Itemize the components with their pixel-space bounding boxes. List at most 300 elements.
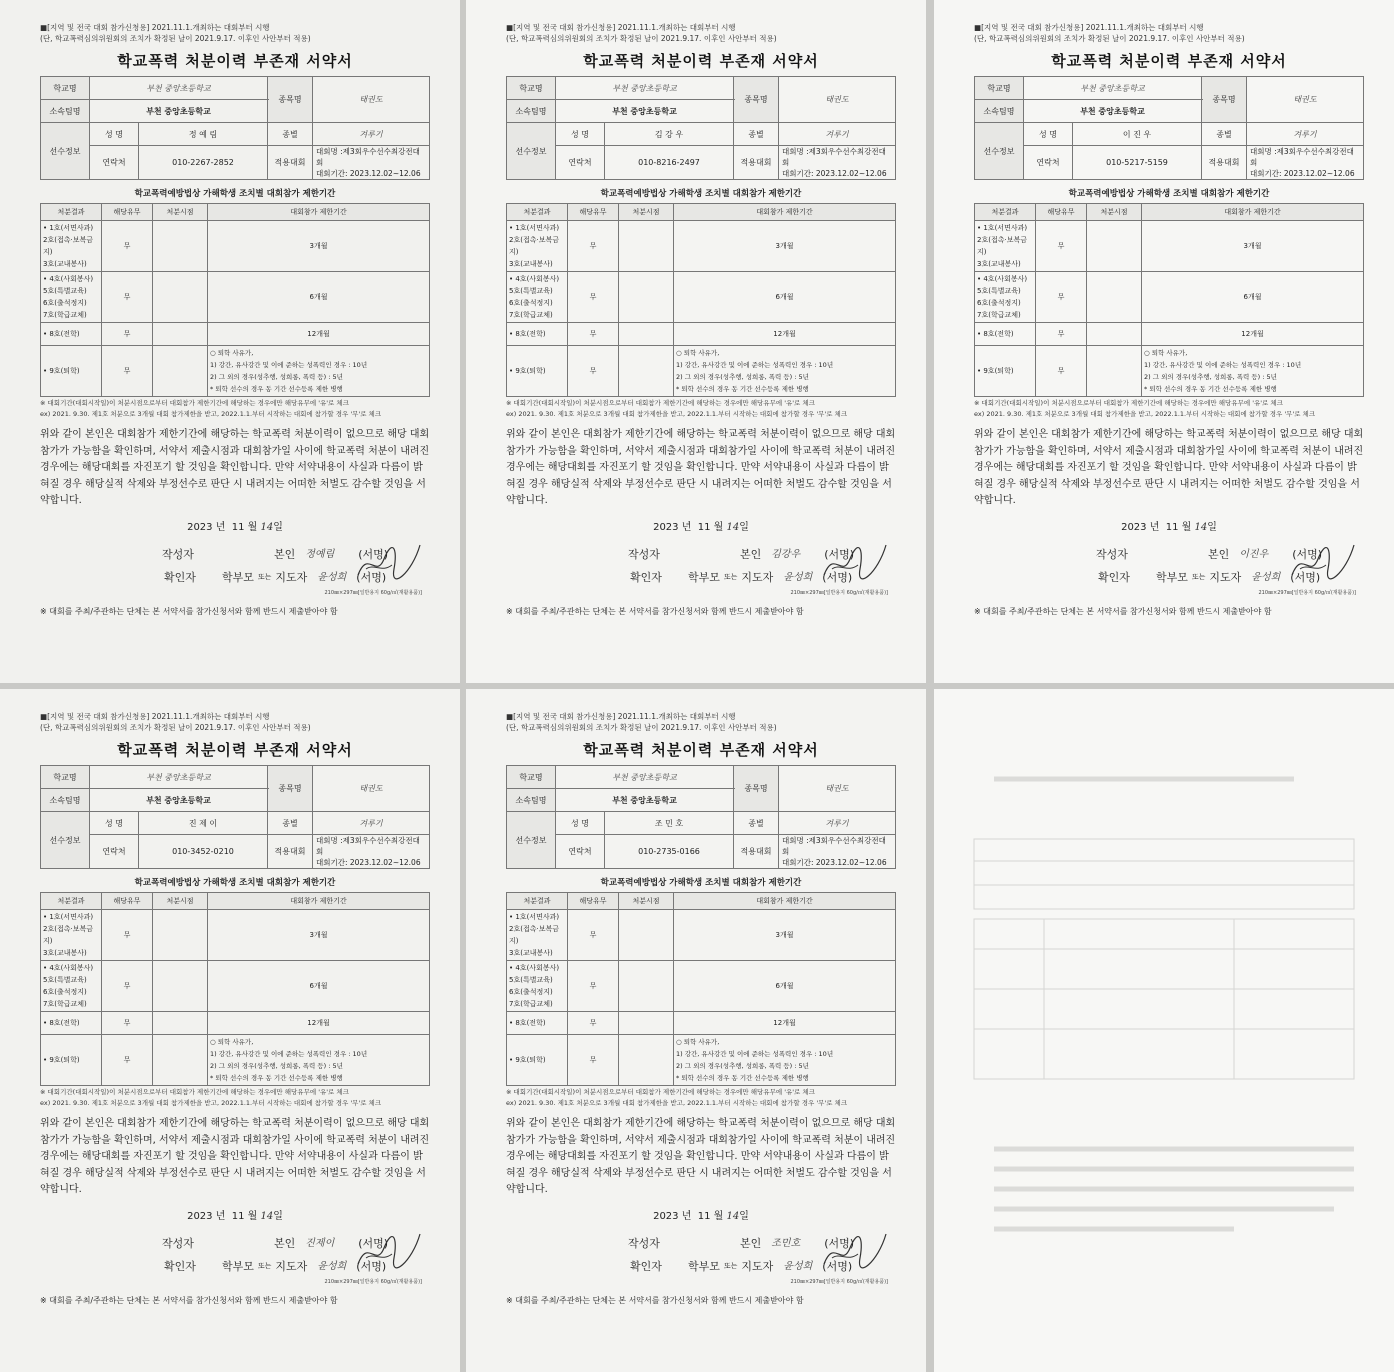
faded-form-graphic: [934, 689, 1394, 1372]
footnote-1: ※ 대회기간(대회시작일)이 처분시점으로부터 대회참가 제한기간에 해당하는 경우에만 해당유무에 '유'로 체크: [506, 1088, 815, 1096]
row-applies: 무: [568, 221, 619, 272]
signature-block: [40, 1232, 430, 1278]
row-applies: 무: [568, 323, 619, 346]
competition-name: 대회명 :제3회우수선수최강전대회: [316, 836, 420, 856]
coach-label: 지도자: [741, 1259, 774, 1273]
label-competition: 적용대회: [734, 146, 779, 180]
handwritten-name: 진제이: [305, 1237, 335, 1249]
guardian-label: 학부모: [222, 1259, 254, 1273]
code-item: 7호(학급교체): [43, 311, 87, 319]
confirmer-label: 확인자: [1098, 570, 1130, 584]
code-item: 3호(교내봉사): [43, 949, 87, 957]
table-row: [975, 221, 1364, 272]
handwritten-name: 정예림: [305, 548, 335, 560]
self-label: 본인: [740, 547, 762, 561]
bottom-note: ※ 대회를 주최/주관하는 단체는 본 서약서를 참가신청서와 함께 반드시 제출받아야 함: [974, 606, 1272, 616]
confirmer-label: 확인자: [630, 1259, 662, 1273]
code-item: • 8호(전학): [43, 1019, 80, 1027]
table-row: [41, 272, 430, 323]
row-applies: 무: [568, 346, 619, 397]
competition-period: 대회기간: 2023.12.02~12.06: [1250, 169, 1355, 178]
row-time: [153, 346, 208, 397]
row-codes: [41, 1035, 102, 1086]
col-time: 처분시점: [153, 204, 208, 221]
or-label: 또는: [257, 572, 272, 581]
code-item: 2호(접촉·보복금지): [43, 236, 93, 256]
pledge-date: [40, 1207, 430, 1222]
form-title: 학교폭력 처분이력 부존재 서약서: [583, 52, 819, 70]
row-period: 6개월: [674, 272, 896, 323]
date-month: 11 월: [697, 1210, 724, 1222]
value-event: 태권도: [313, 766, 430, 812]
note-line: * 퇴학 선수의 경우 동 기간 선수등록 제한 병행: [676, 385, 809, 393]
paper-spec: 210㎜×297㎜[일반용지 60g/㎡(재활용품)]: [790, 1278, 888, 1285]
code-item: 3호(교내봉사): [43, 260, 87, 268]
guardian-label: 학부모: [1156, 570, 1188, 584]
sign-label-2: (서명): [822, 1259, 853, 1273]
label-category: 종별: [1202, 123, 1247, 146]
row-codes: [507, 346, 568, 397]
row-period: 6개월: [208, 272, 430, 323]
row-applies: 무: [102, 1012, 153, 1035]
code-item: • 4호(사회봉사): [509, 275, 560, 283]
competition-name: 대회명 :제3회우수선수최강전대회: [316, 147, 420, 167]
row-codes: [975, 323, 1036, 346]
code-item: • 8호(전학): [509, 1019, 546, 1027]
row-applies: 무: [1036, 346, 1087, 397]
form-title: 학교폭력 처분이력 부존재 서약서: [583, 741, 819, 759]
table-subtitle: 학교폭력예방법상 가해학생 조치별 대회참가 제한기간: [1068, 189, 1270, 199]
table-row: [507, 910, 896, 961]
date-month: 11 월: [231, 521, 258, 533]
form-header-2: (단, 학교폭력심의위원회의 조치가 확정된 날이 2021.9.17. 이후인 사안부터 적용): [40, 34, 311, 43]
row-applies: 무: [1036, 272, 1087, 323]
code-item: 3호(교내봉사): [509, 949, 553, 957]
date-day-suffix: 일: [739, 1210, 749, 1222]
form-title: 학교폭력 처분이력 부존재 서약서: [117, 741, 353, 759]
col-applies: 해당유무: [568, 893, 619, 910]
value-school: 부천 중앙초등학교: [1024, 77, 1202, 100]
row-codes: [507, 221, 568, 272]
table-subtitle: 학교폭력예방법상 가해학생 조치별 대회참가 제한기간: [134, 189, 336, 199]
date-day-suffix: 일: [273, 521, 283, 533]
row-time: [619, 272, 674, 323]
note-line: * 퇴학 선수의 경우 동 기간 선수등록 제한 병행: [676, 1074, 809, 1082]
row-codes: [507, 910, 568, 961]
table-row: [507, 323, 896, 346]
code-item: • 1호(서면사과): [43, 913, 94, 921]
label-competition: 적용대회: [1202, 146, 1247, 180]
row-time: [619, 1012, 674, 1035]
value-competition: [779, 146, 896, 180]
row-applies: 무: [568, 1012, 619, 1035]
or-label: 또는: [723, 1261, 738, 1270]
label-contact: 연락처: [556, 146, 605, 180]
value-competition: [313, 835, 430, 869]
note-line: ○ 퇴학 사유가,: [676, 349, 720, 357]
table-row: [507, 1012, 896, 1035]
pledge-date: [40, 518, 430, 533]
player-info-table: [506, 76, 896, 180]
value-event: 태권도: [779, 766, 896, 812]
col-result: 처분결과: [41, 893, 102, 910]
table-row: [41, 910, 430, 961]
value-team: 부천 중앙초등학교: [90, 100, 268, 123]
row-applies: 무: [102, 323, 153, 346]
value-team: 부천 중앙초등학교: [1024, 100, 1202, 123]
note-line: * 퇴학 선수의 경우 동 기간 선수등록 제한 병행: [210, 1074, 343, 1082]
row-codes: [41, 221, 102, 272]
label-player-info: 선수정보: [507, 812, 556, 869]
label-contact: 연락처: [556, 835, 605, 869]
sign-label: (서명): [824, 1236, 855, 1250]
note-line: 2) 그 외의 경우(성추행, 성희롱, 폭력 등) : 5년: [210, 1062, 343, 1070]
row-codes: [507, 1035, 568, 1086]
row-notes: [208, 346, 430, 397]
code-item: • 9호(퇴학): [977, 367, 1014, 375]
value-category: 겨루기: [313, 123, 430, 146]
date-day-handwritten: 14: [726, 521, 740, 533]
form-header-2: (단, 학교폭력심의위원회의 조치가 확정된 날이 2021.9.17. 이후인 사안부터 적용): [506, 723, 777, 732]
col-time: 처분시점: [619, 893, 674, 910]
value-team: 부천 중앙초등학교: [556, 789, 734, 812]
value-category: 겨루기: [779, 123, 896, 146]
guardian-label: 학부모: [688, 1259, 720, 1273]
table-row: [507, 961, 896, 1012]
table-row: [41, 221, 430, 272]
row-period: 3개월: [674, 221, 896, 272]
col-result: 처분결과: [41, 204, 102, 221]
table-row: [507, 346, 896, 397]
row-codes: [41, 1012, 102, 1035]
table-row: [41, 1012, 430, 1035]
code-item: • 9호(퇴학): [509, 367, 546, 375]
date-day-handwritten: 14: [726, 1210, 740, 1222]
confirmer-label: 확인자: [164, 570, 196, 584]
footnote-2: ex) 2021. 9.30. 제1호 처분으로 3개월 대회 참가제한을 받고, 2022.1.1.부터 시작하는 대회에 참가할 경우 '무'로 체크: [40, 410, 382, 418]
row-time: [153, 221, 208, 272]
code-item: • 1호(서면사과): [43, 224, 94, 232]
row-applies: 무: [568, 1035, 619, 1086]
note-line: 1) 강간, 유사강간 및 이에 준하는 성폭력인 경우 : 10년: [210, 1050, 368, 1058]
note-line: 1) 강간, 유사강간 및 이에 준하는 성폭력인 경우 : 10년: [210, 361, 368, 369]
row-applies: 무: [102, 961, 153, 1012]
col-applies: 해당유무: [102, 204, 153, 221]
col-result: 처분결과: [507, 893, 568, 910]
row-time: [619, 221, 674, 272]
code-item: 2호(접촉·보복금지): [977, 236, 1027, 256]
row-applies: 무: [102, 272, 153, 323]
code-item: 2호(접촉·보복금지): [43, 925, 93, 945]
competition-name: 대회명 :제3회우수선수최강전대회: [782, 836, 886, 856]
row-codes: [507, 961, 568, 1012]
label-contact: 연락처: [90, 835, 139, 869]
col-applies: 해당유무: [102, 893, 153, 910]
paper-spec: 210㎜×297㎜[일반용지 60g/㎡(재활용품)]: [324, 1278, 422, 1285]
code-item: 5호(특별교육): [43, 287, 87, 295]
col-time: 처분시점: [1087, 204, 1142, 221]
label-category: 종별: [268, 812, 313, 835]
code-item: 5호(특별교육): [509, 976, 553, 984]
row-time: [1087, 323, 1142, 346]
row-codes: [41, 910, 102, 961]
row-time: [619, 1035, 674, 1086]
handwritten-coach: 윤성희: [317, 1260, 347, 1272]
value-school: 부천 중앙초등학교: [556, 766, 734, 789]
value-name: 진 제 이: [139, 812, 268, 835]
label-event: 종목명: [734, 77, 779, 123]
restriction-table: [974, 203, 1364, 397]
row-period: 3개월: [208, 910, 430, 961]
row-time: [153, 961, 208, 1012]
table-row: [975, 346, 1364, 397]
competition-name: 대회명 :제3회우수선수최강전대회: [782, 147, 886, 167]
row-period: 6개월: [208, 961, 430, 1012]
restriction-table: [506, 203, 896, 397]
value-name: 김 강 우: [605, 123, 734, 146]
sign-label: (서명): [1292, 547, 1323, 561]
label-player-info: 선수정보: [507, 123, 556, 180]
date-year: 2023 년: [1121, 521, 1160, 533]
self-label: 본인: [740, 1236, 762, 1250]
label-event: 종목명: [268, 766, 313, 812]
row-codes: [507, 272, 568, 323]
pledge-sheet: [0, 689, 460, 1372]
date-year: 2023 년: [653, 521, 692, 533]
col-time: 처분시점: [153, 893, 208, 910]
handwritten-name: 김강우: [771, 548, 801, 560]
code-item: • 8호(전학): [509, 330, 546, 338]
value-competition: [1247, 146, 1364, 180]
form-content: [40, 711, 430, 1306]
table-row: [507, 221, 896, 272]
row-period: 3개월: [1142, 221, 1364, 272]
code-item: 6호(출석정지): [43, 299, 87, 307]
value-team: 부천 중앙초등학교: [90, 789, 268, 812]
guardian-label: 학부모: [222, 570, 254, 584]
value-contact: 010-5217-5159: [1073, 146, 1202, 180]
coach-label: 지도자: [741, 570, 774, 584]
table-row: [41, 1035, 430, 1086]
footnote-1: ※ 대회기간(대회시작일)이 처분시점으로부터 대회참가 제한기간에 해당하는 경우에만 해당유무에 '유'로 체크: [40, 1088, 349, 1096]
label-name: 성 명: [556, 123, 605, 146]
label-name: 성 명: [90, 123, 139, 146]
paper-spec: 210㎜×297㎜[일반용지 60g/㎡(재활용품)]: [790, 589, 888, 596]
col-applies: 해당유무: [1036, 204, 1087, 221]
value-name: 정 예 림: [139, 123, 268, 146]
label-contact: 연락처: [90, 146, 139, 180]
sign-label-2: (서명): [356, 570, 387, 584]
date-month: 11 월: [697, 521, 724, 533]
code-item: • 9호(퇴학): [43, 1056, 80, 1064]
row-time: [619, 323, 674, 346]
coach-label: 지도자: [1209, 570, 1242, 584]
label-competition: 적용대회: [268, 146, 313, 180]
writer-label: 작성자: [162, 1236, 194, 1250]
code-item: • 9호(퇴학): [509, 1056, 546, 1064]
signature-scribble-icon: [820, 1228, 890, 1272]
date-year: 2023 년: [653, 1210, 692, 1222]
note-line: * 퇴학 선수의 경우 동 기간 선수등록 제한 병행: [1144, 385, 1277, 393]
label-competition: 적용대회: [268, 835, 313, 869]
row-period: 12개월: [208, 1012, 430, 1035]
handwritten-coach: 윤성희: [1251, 571, 1281, 583]
footnote-1: ※ 대회기간(대회시작일)이 처분시점으로부터 대회참가 제한기간에 해당하는 경우에만 해당유무에 '유'로 체크: [506, 399, 815, 407]
date-day-suffix: 일: [739, 521, 749, 533]
row-codes: [41, 323, 102, 346]
handwritten-name: 조민호: [771, 1237, 801, 1249]
bottom-note: ※ 대회를 주최/주관하는 단체는 본 서약서를 참가신청서와 함께 반드시 제출받아야 함: [40, 606, 338, 616]
label-team: 소속팀명: [507, 100, 556, 123]
col-period: 대회참가 제한기간: [1142, 204, 1364, 221]
col-period: 대회참가 제한기간: [208, 204, 430, 221]
competition-period: 대회기간: 2023.12.02~12.06: [782, 858, 887, 867]
footnote-1: ※ 대회기간(대회시작일)이 처분시점으로부터 대회참가 제한기간에 해당하는 경우에만 해당유무에 '유'로 체크: [974, 399, 1283, 407]
restriction-table: [506, 892, 896, 1086]
competition-name: 대회명 :제3회우수선수최강전대회: [1250, 147, 1354, 167]
value-competition: [313, 146, 430, 180]
row-time: [153, 272, 208, 323]
value-competition: [779, 835, 896, 869]
label-player-info: 선수정보: [41, 812, 90, 869]
handwritten-name: 이진우: [1239, 548, 1269, 560]
label-category: 종별: [734, 812, 779, 835]
form-title: 학교폭력 처분이력 부존재 서약서: [117, 52, 353, 70]
signature-scribble-icon: [354, 1228, 424, 1272]
value-contact: 010-8216-2497: [605, 146, 734, 180]
row-applies: 무: [102, 1035, 153, 1086]
label-event: 종목명: [268, 77, 313, 123]
row-time: [153, 1012, 208, 1035]
pledge-sheet: [466, 689, 926, 1372]
footnote-2: ex) 2021. 9.30. 제1호 처분으로 3개월 대회 참가제한을 받고, 2022.1.1.부터 시작하는 대회에 참가할 경우 '무'로 체크: [506, 410, 848, 418]
row-time: [153, 910, 208, 961]
form-title: 학교폭력 처분이력 부존재 서약서: [1051, 52, 1287, 70]
row-codes: [41, 272, 102, 323]
table-row: [507, 1035, 896, 1086]
player-info-table: [974, 76, 1364, 180]
writer-label: 작성자: [628, 547, 660, 561]
coach-label: 지도자: [275, 1259, 308, 1273]
form-content: [506, 22, 896, 617]
code-item: 7호(학급교체): [977, 311, 1021, 319]
date-day-suffix: 일: [1207, 521, 1217, 533]
note-line: 1) 강간, 유사강간 및 이에 준하는 성폭력인 경우 : 10년: [676, 361, 834, 369]
row-time: [1087, 221, 1142, 272]
note-line: ○ 퇴학 사유가,: [1144, 349, 1188, 357]
row-applies: 무: [568, 272, 619, 323]
label-team: 소속팀명: [41, 789, 90, 812]
signature-block: [506, 1232, 896, 1278]
or-label: 또는: [257, 1261, 272, 1270]
label-competition: 적용대회: [734, 835, 779, 869]
row-period: 12개월: [208, 323, 430, 346]
col-result: 처분결과: [975, 204, 1036, 221]
table-row: [41, 323, 430, 346]
row-time: [1087, 346, 1142, 397]
col-time: 처분시점: [619, 204, 674, 221]
code-item: • 1호(서면사과): [509, 913, 560, 921]
row-time: [1087, 272, 1142, 323]
sign-label-2: (서명): [1290, 570, 1321, 584]
restriction-table: [40, 203, 430, 397]
form-header-1: ■[지역 및 전국 대회 참가신청용] 2021.11.1.개최하는 대회부터 시행: [974, 23, 1204, 32]
competition-period: 대회기간: 2023.12.02~12.06: [316, 858, 421, 867]
row-codes: [975, 272, 1036, 323]
date-month: 11 월: [231, 1210, 258, 1222]
row-time: [619, 961, 674, 1012]
note-line: 1) 강간, 유사강간 및 이에 준하는 성폭력인 경우 : 10년: [1144, 361, 1302, 369]
bottom-note: ※ 대회를 주최/주관하는 단체는 본 서약서를 참가신청서와 함께 반드시 제출받아야 함: [506, 1295, 804, 1305]
row-notes: [674, 346, 896, 397]
col-period: 대회참가 제한기간: [674, 204, 896, 221]
form-content: [40, 22, 430, 617]
restriction-table: [40, 892, 430, 1086]
sign-label: (서명): [358, 1236, 389, 1250]
handwritten-coach: 윤성희: [783, 571, 813, 583]
row-applies: 무: [1036, 221, 1087, 272]
table-subtitle: 학교폭력예방법상 가해학생 조치별 대회참가 제한기간: [600, 878, 802, 888]
label-name: 성 명: [90, 812, 139, 835]
code-item: 6호(출석정지): [509, 299, 553, 307]
code-item: • 8호(전학): [977, 330, 1014, 338]
value-event: 태권도: [779, 77, 896, 123]
label-team: 소속팀명: [507, 789, 556, 812]
row-applies: 무: [568, 961, 619, 1012]
col-result: 처분결과: [507, 204, 568, 221]
note-line: 1) 강간, 유사강간 및 이에 준하는 성폭력인 경우 : 10년: [676, 1050, 834, 1058]
value-contact: 010-2735-0166: [605, 835, 734, 869]
label-team: 소속팀명: [41, 100, 90, 123]
sign-label: (서명): [824, 547, 855, 561]
footnote-2: ex) 2021. 9.30. 제1호 처분으로 3개월 대회 참가제한을 받고, 2022.1.1.부터 시작하는 대회에 참가할 경우 '무'로 체크: [40, 1099, 382, 1107]
row-period: 12개월: [1142, 323, 1364, 346]
confirmer-label: 확인자: [164, 1259, 196, 1273]
label-event: 종목명: [734, 766, 779, 812]
table-row: [975, 323, 1364, 346]
signature-scribble-icon: [1288, 539, 1358, 583]
code-item: • 4호(사회봉사): [509, 964, 560, 972]
sign-label: (서명): [358, 547, 389, 561]
pledge-sheet: [934, 0, 1394, 683]
note-line: ○ 퇴학 사유가,: [210, 349, 254, 357]
row-applies: 무: [102, 221, 153, 272]
form-header-1: ■[지역 및 전국 대회 참가신청용] 2021.11.1.개최하는 대회부터 시행: [40, 712, 270, 721]
row-notes: [208, 1035, 430, 1086]
label-school: 학교명: [507, 77, 556, 100]
label-category: 종별: [734, 123, 779, 146]
form-header-2: (단, 학교폭력심의위원회의 조치가 확정된 날이 2021.9.17. 이후인 사안부터 적용): [974, 34, 1245, 43]
competition-period: 대회기간: 2023.12.02~12.06: [316, 169, 421, 178]
label-team: 소속팀명: [975, 100, 1024, 123]
code-item: 3호(교내봉사): [977, 260, 1021, 268]
row-codes: [41, 346, 102, 397]
value-category: 겨루기: [313, 812, 430, 835]
row-time: [153, 323, 208, 346]
note-line: 2) 그 외의 경우(성추행, 성희롱, 폭력 등) : 5년: [676, 373, 809, 381]
sign-label-2: (서명): [356, 1259, 387, 1273]
form-header-1: ■[지역 및 전국 대회 참가신청용] 2021.11.1.개최하는 대회부터 시행: [506, 23, 736, 32]
date-day-handwritten: 14: [1194, 521, 1208, 533]
form-content: [506, 711, 896, 1306]
code-item: 5호(특별교육): [43, 976, 87, 984]
writer-label: 작성자: [162, 547, 194, 561]
code-item: 6호(출석정지): [509, 988, 553, 996]
handwritten-coach: 윤성희: [317, 571, 347, 583]
row-period: 6개월: [1142, 272, 1364, 323]
confirmer-label: 확인자: [630, 570, 662, 584]
value-name: 조 민 호: [605, 812, 734, 835]
